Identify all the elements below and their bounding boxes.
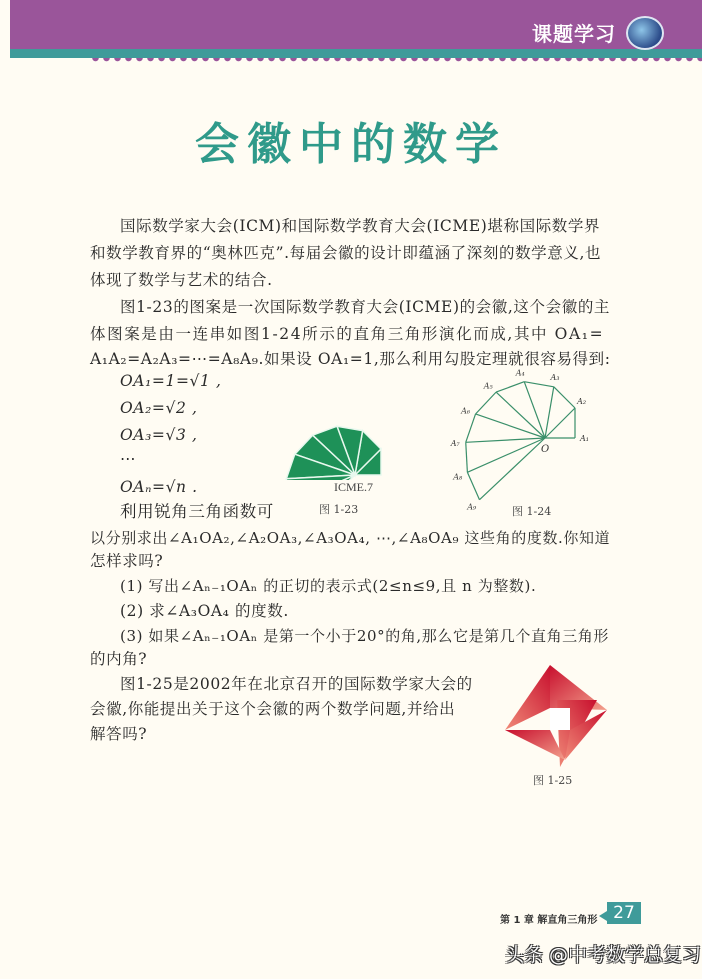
hypotenuse-edge	[467, 472, 479, 499]
paragraph-line: 和数学教育界的“奥林匹克”.每届会徽的设计即蕴涵了深刻的数学意义,也	[90, 244, 602, 262]
page-title: 会徽中的数学	[195, 119, 507, 170]
spoke-line	[466, 438, 545, 442]
figure-caption: 图 1-24	[512, 505, 552, 518]
hypotenuse-edge	[476, 392, 497, 414]
point-label: A₇	[450, 438, 460, 448]
paragraph-line: 利用锐角三角函数可	[120, 502, 274, 521]
formula: ⋯	[120, 450, 137, 468]
spoke-line	[480, 438, 545, 500]
spiral-triangles-figure	[430, 360, 610, 510]
globe-icon	[626, 16, 664, 50]
hypotenuse-edge	[466, 414, 476, 442]
paragraph-line: 的内角?	[90, 650, 148, 668]
footer-chapter: 第 1 章 解直角三角形	[500, 915, 598, 926]
formula: OAₙ=√n .	[120, 478, 198, 496]
header-scallop	[90, 58, 702, 64]
paragraph-line: 解答吗?	[90, 725, 148, 743]
origin-label: O	[541, 444, 550, 455]
point-label: A₃	[550, 372, 560, 382]
point-label: A₁	[580, 434, 589, 443]
paragraph-line: 体现了数学与艺术的结合.	[90, 271, 273, 289]
icm2002-logo-figure	[490, 660, 620, 770]
point-label: A₈	[453, 472, 463, 482]
paragraph-line: 怎样求吗?	[90, 552, 164, 570]
header-stripe	[10, 49, 702, 58]
hypotenuse-edge	[554, 387, 575, 408]
paragraph-line: 图1-25是2002年在北京召开的国际数学家大会的	[120, 675, 473, 693]
logo-quadrilateral	[505, 730, 565, 760]
paragraph-line: 以分别求出∠A₁OA₂,∠A₂OA₃,∠A₃OA₄, ⋯,∠A₈OA₉ 这些角的度数.你知道	[90, 529, 611, 547]
paragraph-line: 体图案是由一连串如图1-24所示的直角三角形演化而成,其中 OA₁=	[90, 325, 605, 343]
icme7-logo-figure	[280, 400, 400, 480]
point-label: A₂	[577, 396, 587, 406]
formula: OA₂=√2 ,	[120, 399, 198, 417]
paragraph-line: 国际数学家大会(ICM)和国际数学教育大会(ICME)堪称国际数学界	[120, 217, 601, 235]
spoke-line	[496, 392, 545, 438]
question-3: (3) 如果∠Aₙ₋₁OAₙ 是第一个小于20°的角,那么它是第几个直角三角形	[120, 627, 609, 645]
point-label: A₉	[467, 502, 477, 510]
hypotenuse-edge	[524, 382, 554, 387]
spoke-line	[467, 438, 545, 472]
figure-caption: 图 1-23	[319, 503, 359, 516]
spoke-line	[476, 414, 545, 438]
point-label: A₆	[461, 406, 471, 416]
icme7-logo-text: ICME.7	[334, 480, 373, 494]
figure-caption: 图 1-25	[533, 774, 573, 787]
paragraph-line: 图1-23的图案是一次国际数学教育大会(ICME)的会徽,这个会徽的主	[120, 298, 611, 316]
question-1: (1) 写出∠Aₙ₋₁OAₙ 的正切的表示式(2≤n≤9,且 n 为整数).	[120, 577, 537, 595]
formula: OA₃=√3 ,	[120, 426, 198, 444]
logo-center-square	[550, 708, 570, 730]
page-number: 27	[607, 902, 641, 924]
logo-quadrilateral	[505, 665, 550, 730]
watermark: 头条 @中考数学总复习	[505, 944, 702, 966]
paragraph-line: 会徽,你能提出关于这个会徽的两个数学问题,并给出	[90, 700, 456, 718]
point-label: A₄	[515, 368, 525, 378]
section-label: 课题学习	[532, 22, 616, 46]
hypotenuse-edge	[496, 382, 524, 392]
hypotenuse-edge	[466, 442, 468, 472]
question-2: (2) 求∠A₃OA₄ 的度数.	[120, 602, 289, 620]
spoke-line	[524, 382, 545, 438]
point-label: A₅	[483, 381, 493, 391]
formula: OA₁=1=√1 ,	[120, 372, 222, 390]
paragraph-line: A₁A₂=A₂A₃=⋯=A₈A₉.如果设 OA₁=1,那么利用勾股定理就很容易得到:	[90, 350, 611, 368]
